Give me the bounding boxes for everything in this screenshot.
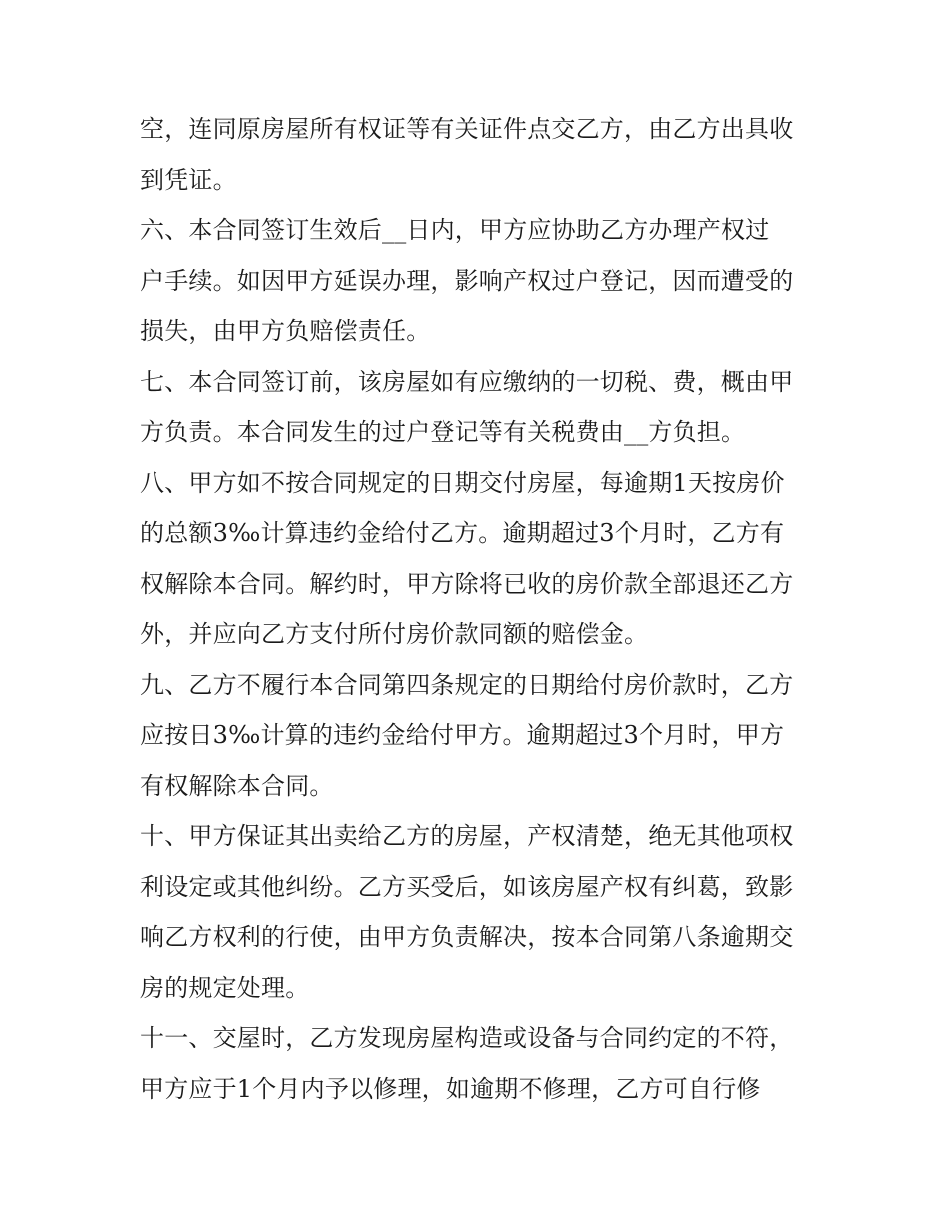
- contract-text: [140, 104, 820, 1114]
- text-line: 权解除本合同。解约时，甲方除将已收的房价款全部退还乙方: [140, 569, 794, 598]
- text-line: 损失，由甲方负赔偿责任。: [140, 317, 431, 345]
- text-line: 十、甲方保证其出卖给乙方的房屋，产权清楚，绝无其他项权: [140, 822, 794, 850]
- text-line: 到凭证。: [140, 165, 237, 194]
- text-line: 响乙方权利的行使，由甲方负责解决，按本合同第八条逾期交: [140, 923, 794, 951]
- text-line: 外，并应向乙方支付所付房价款同额的赔偿金。: [140, 620, 649, 648]
- text-line: 利设定或其他纠纷。乙方买受后，如该房屋产权有纠葛，致影: [140, 872, 794, 901]
- text-line: 空，连同原房屋所有权证等有关证件点交乙方，由乙方出具收: [140, 115, 794, 143]
- text-line: 房的规定处理。: [140, 973, 310, 1002]
- text-line: 的总额3‰计算违约金给付乙方。逾期超过3个月时，乙方有: [140, 519, 785, 547]
- text-line: 七、本合同签订前，该房屋如有应缴纳的一切税、费，概由甲: [140, 367, 794, 396]
- text-line: 方负责。本合同发生的过户登记等有关税费由__方负担。: [140, 418, 746, 446]
- text-line: 十一、交屋时，乙方发现房屋构造或设备与合同约定的不符，: [140, 1024, 794, 1052]
- text-line: 有权解除本合同。: [140, 771, 334, 800]
- text-line: 九、乙方不履行本合同第四条规定的日期给付房价款时，乙方: [140, 670, 794, 699]
- text-line: 户手续。如因甲方延误办理，影响产权过户登记，因而遭受的: [140, 266, 794, 295]
- text-line: 甲方应于1个月内予以修理，如逾期不修理，乙方可自行修: [140, 1074, 761, 1103]
- text-line: 应按日3‰计算的违约金给付甲方。逾期超过3个月时，甲方: [140, 721, 785, 749]
- text-line: 六、本合同签订生效后__日内，甲方应协助乙方办理产权过: [140, 216, 770, 244]
- text-line: 八、甲方如不按合同规定的日期交付房屋，每逾期1天按房价: [140, 468, 785, 497]
